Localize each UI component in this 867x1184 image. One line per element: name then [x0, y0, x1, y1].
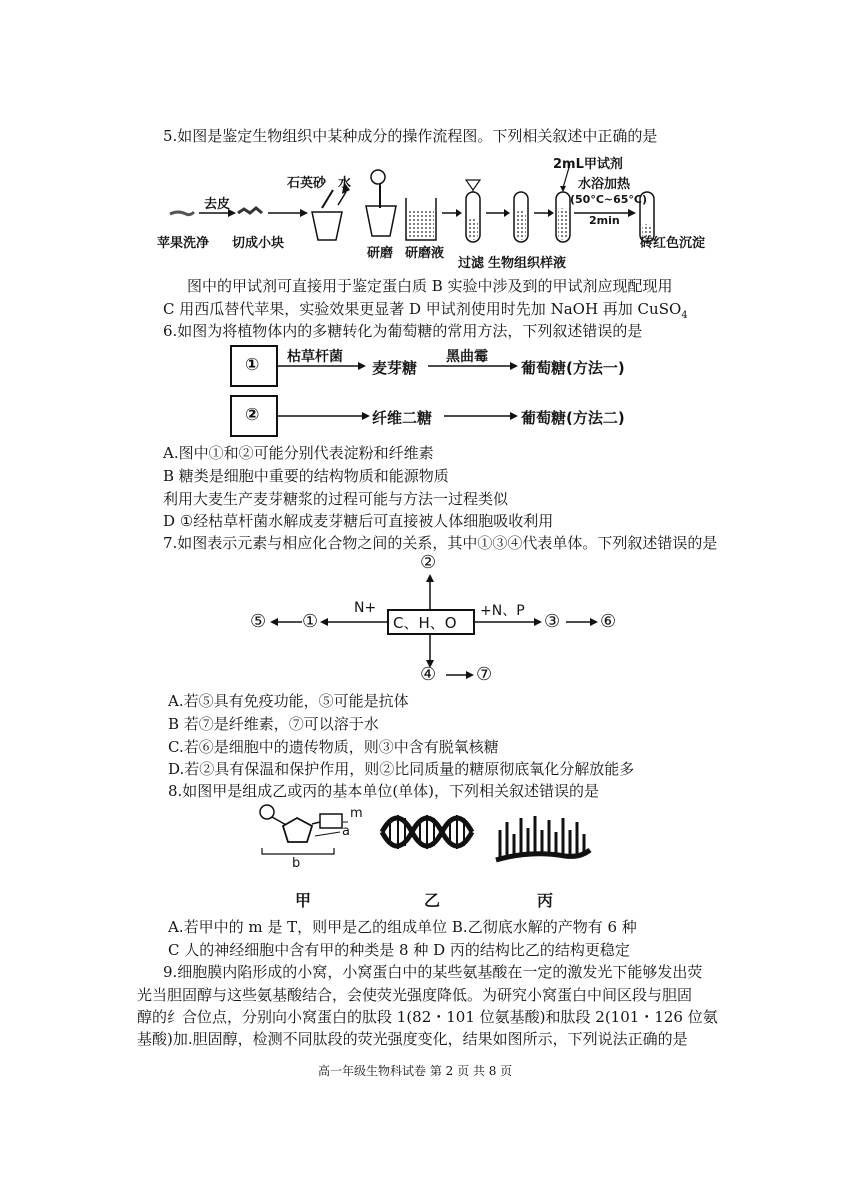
single-strand-icon: [496, 816, 590, 860]
q5-option-ab: 图中的甲试剂可直接用于鉴定蛋白质 B 实验中涉及到的甲试剂应现配现用: [187, 277, 673, 295]
page-footer: 高一年级生物科试卷 第 2 页 共 8 页: [318, 1064, 513, 1078]
q7-option-a: A.若⑤具有免疫功能，⑤可能是抗体: [168, 692, 409, 710]
funnel-icon: [466, 180, 480, 190]
label-apple: 苹果洗净: [157, 236, 210, 251]
q6-option-b: B 糖类是细胞中重要的结构物质和能源物质: [163, 467, 449, 485]
q6-title: 6.如图为将植物体内的多糖转化为葡萄糖的常用方法，下列叙述错误的是: [163, 322, 643, 340]
node-1: ①: [302, 611, 319, 632]
label-cut: 切成小块: [232, 236, 285, 251]
node-7: ⑦: [476, 664, 493, 685]
label-bing: 丙: [537, 891, 554, 910]
label-quartz: 石英砂: [287, 176, 327, 191]
node-6: ⑥: [600, 611, 617, 632]
label-time: 2min: [589, 214, 620, 227]
label-yi: 乙: [424, 891, 441, 910]
q6-option-d: D ①经枯草杆菌水解成麦芽糖后可直接被人体细胞吸收利用: [163, 512, 554, 530]
mortar-icon: [312, 212, 342, 240]
label-filter: 过滤: [458, 256, 485, 271]
label-precipitate: 砖红色沉淀: [640, 236, 706, 251]
label-bath: 水浴加热: [578, 177, 631, 192]
q7-option-d: D.若②具有保温和保护作用，则②比同质量的糖原彻底氧化分解放能多: [168, 760, 635, 778]
q9-line-1: 9.细胞膜内陷形成的小窝，小窝蛋白中的某些氨基酸在一定的激发光下能够发出荧: [163, 963, 703, 981]
q5-option-cd: C 用西瓜替代苹果，实验效果更显著 D 甲试剂使用时先加 NaOH 再加 CuSO$_4$: [163, 300, 688, 321]
node-5: ⑤: [250, 611, 267, 632]
q6-diagram: [0, 340, 867, 440]
q7-option-c: C.若⑥是细胞中的遗传物质，则③中含有脱氧核糖: [168, 738, 499, 756]
label-sample: 生物组织样液: [488, 256, 567, 271]
label-temp: (50°C~65°C): [570, 193, 648, 206]
label-water: 水: [338, 176, 352, 191]
node-3: ③: [544, 611, 561, 632]
cellobiose-label: 纤维二糖: [372, 409, 433, 427]
right-element-label: +N、P: [480, 603, 525, 619]
pentose-icon: [283, 818, 312, 842]
double-helix-icon: [382, 815, 472, 849]
label-grind: 研磨: [367, 246, 394, 261]
q6-option-a: A.图中①和②可能分别代表淀粉和纤维素: [163, 444, 434, 462]
q8-option-cd: C 人的神经细胞中含有甲的种类是 8 种 D 丙的结构比乙的结构更稳定: [168, 941, 630, 959]
q9-line-4: 基酸)加.胆固醇，检测不同肽段的荧光强度变化，结果如图所示，下列说法正确的是: [137, 1030, 688, 1048]
box2-label: ②: [245, 405, 260, 425]
label-peel: 去皮: [204, 197, 231, 212]
mortar-pestle-icon: [366, 206, 396, 236]
label-reagent: 2mL甲试剂: [553, 157, 623, 172]
enzyme1-label: 枯草杆菌: [287, 349, 343, 365]
q5-title: 5.如图是鉴定生物组织中某种成分的操作流程图。下列相关叙述中正确的是: [163, 127, 658, 145]
label-grind-liquid: 研磨液: [405, 246, 445, 261]
q9-line-2: 光当胆固醇与这些氨基酸结合，会使荧光强度降低。为研究小窝蛋白中间区段与胆固: [137, 986, 693, 1004]
enzyme2-label: 黑曲霉: [446, 349, 488, 365]
label-b: b: [292, 856, 301, 871]
q7-title: 7.如图表示元素与相应化合物之间的关系，其中①③④代表单体。下列叙述错误的是: [163, 534, 718, 552]
maltose-label: 麦芽糖: [372, 359, 418, 377]
q7-option-b: B 若⑦是纤维素，⑦可以溶于水: [168, 715, 379, 733]
q8-option-ab: A.若甲中的 m 是 T，则甲是乙的组成单位 B.乙彻底水解的产物有 6 种: [168, 918, 637, 936]
cut-pieces-icon: [238, 208, 262, 213]
center-label: C、H、O: [393, 614, 457, 632]
label-jia: 甲: [295, 891, 312, 910]
label-a: a: [342, 824, 350, 839]
glucose2-label: 葡萄糖(方法二): [521, 409, 625, 427]
q9-line-3: 醇的纟合位点，分别向小窝蛋白的肽段 1(82・101 位氨基酸)和肽段 2(101・126 位氨: [137, 1008, 718, 1026]
label-m: m: [350, 806, 363, 821]
left-element-label: N+: [354, 600, 377, 616]
glucose1-label: 葡萄糖(方法一): [521, 359, 625, 377]
box1-label: ①: [245, 355, 260, 375]
phosphate-icon: [260, 805, 274, 819]
q8-title: 8.如图甲是组成乙或丙的基本单位(单体)，下列相关叙述错误的是: [168, 782, 600, 800]
q6-option-c: 利用大麦生产麦芽糖浆的过程可能与方法一过程类似: [163, 490, 509, 508]
node-4: ④: [420, 664, 437, 685]
base-icon: [320, 814, 342, 828]
apple-shape-icon: [170, 212, 194, 215]
node-2: ②: [420, 552, 437, 573]
